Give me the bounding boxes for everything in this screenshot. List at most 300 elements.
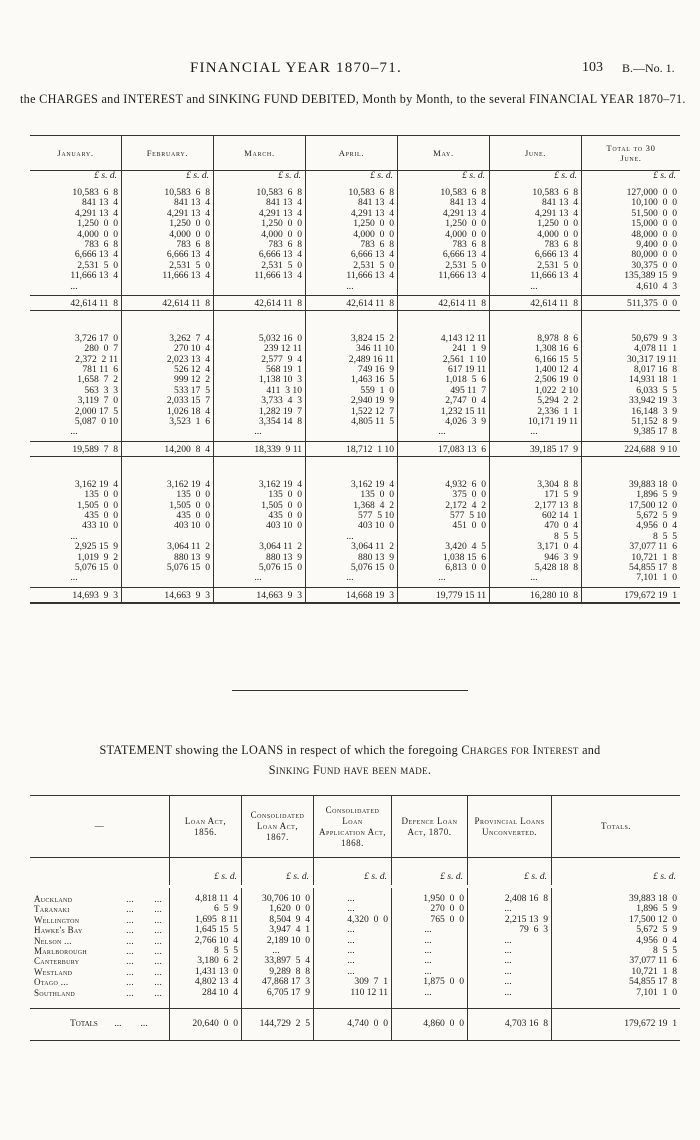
amount-cell: 11,666 13 4 bbox=[70, 270, 118, 282]
amount-cell: 3,162 19 4 bbox=[350, 478, 394, 490]
leader-dots: ... ... bbox=[126, 904, 162, 915]
units-label: £ s. d. bbox=[490, 171, 582, 185]
loan-amount-cell: 47,868 17 3 bbox=[262, 976, 310, 988]
loan-amount-cell: ... bbox=[504, 934, 512, 946]
leader-dots: ... ... bbox=[126, 914, 162, 925]
month-header: January. bbox=[30, 136, 122, 170]
amount-cell: 1,505 0 0 bbox=[261, 499, 302, 511]
loans-total-cell: 4,740 0 0 bbox=[314, 1009, 392, 1040]
intro-text: the CHARGES and INTEREST and SINKING FUND DEBITED, Month by Month, to the several FINANCIAL YEAR 1870–71. bbox=[20, 92, 686, 106]
loan-amount-column bbox=[314, 888, 392, 1008]
loan-amount-column bbox=[392, 888, 468, 1008]
amount-cell: 4,291 13 4 bbox=[258, 207, 302, 219]
amount-cell: 4,000 0 0 bbox=[77, 228, 118, 240]
gap-cell bbox=[30, 457, 122, 477]
amount-cell: 2,925 15 9 bbox=[74, 541, 118, 553]
amount-cell: 5,076 15 0 bbox=[166, 561, 210, 573]
amount-cell: 3,064 11 2 bbox=[351, 541, 394, 553]
province-row bbox=[34, 967, 166, 977]
block-total-cell: 14,668 19 3 bbox=[306, 588, 398, 602]
loan-amount-cell: 1,645 15 5 bbox=[194, 924, 238, 936]
month-header: Total to 30 June. bbox=[606, 143, 656, 163]
amount-cell: 33,942 19 3 bbox=[629, 395, 677, 407]
loan-amount-cell: ... bbox=[424, 986, 432, 998]
charges-block bbox=[30, 477, 680, 587]
amount-cell: 4,000 0 0 bbox=[261, 228, 302, 240]
amount-cell: 2,506 19 0 bbox=[534, 374, 578, 386]
amount-cell: 11,666 13 4 bbox=[346, 270, 394, 282]
province-row bbox=[34, 946, 166, 956]
amount-cell: 841 13 4 bbox=[174, 197, 210, 209]
amount-cell: ... bbox=[438, 572, 446, 584]
block-total-cell: 14,200 8 4 bbox=[122, 442, 214, 456]
loan-amount-cell: 8,504 9 4 bbox=[269, 913, 310, 925]
loan-amount-column bbox=[468, 888, 552, 1008]
loans-units-row bbox=[30, 858, 680, 888]
amount-cell: 51,152 8 9 bbox=[631, 416, 677, 428]
amount-cell: 1,019 9 2 bbox=[77, 551, 118, 563]
amount-cell: 10,583 6 8 bbox=[256, 187, 302, 198]
loan-amount-cell: ... bbox=[424, 944, 432, 956]
amount-column bbox=[30, 477, 122, 587]
monthly-charges-table bbox=[30, 135, 680, 604]
province-row bbox=[34, 894, 166, 904]
block-total-cell: 16,280 10 8 bbox=[490, 588, 582, 602]
document-reference: B.—No. 1. bbox=[622, 61, 675, 75]
loan-amount-cell: 2,408 16 8 bbox=[504, 893, 548, 904]
amount-cell: 1,463 16 5 bbox=[350, 374, 394, 386]
amount-cell: 999 12 2 bbox=[174, 374, 210, 386]
amount-cell: 4,000 0 0 bbox=[353, 228, 394, 240]
amount-column bbox=[582, 185, 680, 295]
statement-line2: Sinking Fund have been made. bbox=[268, 763, 432, 777]
amount-cell: 4,956 0 4 bbox=[636, 520, 677, 532]
amount-cell: ... bbox=[530, 426, 538, 438]
amount-cell: 10,583 6 8 bbox=[164, 187, 210, 198]
loan-amount-cell: 765 0 0 bbox=[430, 913, 464, 925]
month-header: April. bbox=[306, 136, 398, 170]
amount-cell: ... bbox=[530, 280, 538, 292]
amount-cell: 5,032 16 0 bbox=[258, 332, 302, 344]
loan-amount-column bbox=[242, 888, 314, 1008]
amount-cell: 4,143 12 11 bbox=[440, 332, 486, 344]
block-total-cell: 42,614 11 8 bbox=[306, 296, 398, 310]
loan-amount-cell: ... bbox=[504, 965, 512, 977]
block-total-cell: 42,614 11 8 bbox=[214, 296, 306, 310]
block-gap bbox=[30, 311, 680, 331]
gap-cell bbox=[122, 311, 214, 331]
amount-column bbox=[122, 331, 214, 441]
loan-amount-cell: ... bbox=[347, 924, 355, 936]
province-row bbox=[34, 915, 166, 925]
amount-column bbox=[122, 185, 214, 295]
loan-amount-cell: ... bbox=[347, 903, 355, 915]
amount-cell: 4,805 11 5 bbox=[351, 416, 394, 428]
amount-cell: 783 6 8 bbox=[176, 238, 210, 250]
amount-cell: 2,531 5 0 bbox=[445, 259, 486, 271]
loan-amount-cell: 309 7 1 bbox=[354, 976, 388, 988]
loan-amount-cell: ... bbox=[424, 934, 432, 946]
amount-cell: 80,000 0 0 bbox=[631, 249, 677, 261]
block-total-cell: 39,185 17 9 bbox=[490, 442, 582, 456]
month-header: February. bbox=[122, 136, 214, 170]
amount-cell: 880 13 9 bbox=[174, 551, 210, 563]
amount-cell: 4,291 13 4 bbox=[442, 207, 486, 219]
amount-cell: 2,531 5 0 bbox=[353, 259, 394, 271]
amount-cell: ... bbox=[254, 426, 262, 438]
amount-cell bbox=[122, 427, 210, 437]
loans-total-cell: 144,729 2 5 bbox=[242, 1009, 314, 1040]
statement-line1-c: and bbox=[578, 743, 601, 757]
amount-cell: 577 5 10 bbox=[450, 509, 486, 521]
amount-cell: 2,531 5 0 bbox=[537, 259, 578, 271]
amount-column bbox=[30, 331, 122, 441]
loans-total-cell: 179,672 19 1 bbox=[624, 1017, 677, 1029]
amount-cell: 435 0 0 bbox=[84, 509, 118, 521]
amount-cell: 3,162 19 4 bbox=[74, 478, 118, 490]
amount-cell: 2,177 13 8 bbox=[534, 499, 578, 511]
amount-cell: 3,304 8 8 bbox=[537, 478, 578, 490]
amount-cell: 135 0 0 bbox=[268, 489, 302, 501]
loan-amount-cell: 8 5 5 bbox=[653, 944, 677, 956]
amount-cell: 4,000 0 0 bbox=[169, 228, 210, 240]
amount-cell: 577 5 10 bbox=[358, 509, 394, 521]
amount-cell: 783 6 8 bbox=[84, 238, 118, 250]
amount-column bbox=[306, 331, 398, 441]
month-header-row bbox=[30, 136, 680, 171]
leader-dots: ... ... bbox=[126, 945, 162, 956]
amount-cell: 2,747 0 4 bbox=[445, 395, 486, 407]
amount-cell: 10,100 0 0 bbox=[631, 197, 677, 209]
block-total-cell: 14,663 9 3 bbox=[214, 588, 306, 602]
leader-dots: ... ... bbox=[126, 894, 162, 904]
amount-cell: 841 13 4 bbox=[358, 197, 394, 209]
amount-cell: 4,078 11 1 bbox=[634, 343, 677, 355]
amount-cell: 1,308 16 6 bbox=[534, 343, 578, 355]
amount-cell: 4,932 6 0 bbox=[445, 478, 486, 490]
amount-cell: 526 12 4 bbox=[174, 364, 210, 376]
amount-cell: 3,262 7 4 bbox=[169, 332, 210, 344]
province-row bbox=[34, 977, 166, 987]
loan-amount-cell: ... bbox=[272, 944, 280, 956]
block-total-cell: 179,672 19 1 bbox=[624, 589, 677, 601]
amount-cell: 280 0 7 bbox=[84, 343, 118, 355]
amount-cell: 403 10 0 bbox=[358, 520, 394, 532]
amount-cell: 1,250 0 0 bbox=[169, 218, 210, 230]
province-name: Westland bbox=[34, 966, 73, 977]
loan-amount-cell: 1,695 8 11 bbox=[195, 913, 238, 925]
block-total-cell: 42,614 11 8 bbox=[122, 296, 214, 310]
amount-cell bbox=[214, 282, 302, 292]
amount-cell: 54,855 17 8 bbox=[629, 561, 677, 573]
gap-cell bbox=[122, 457, 214, 477]
loan-amount-cell: 1,896 5 9 bbox=[636, 903, 677, 915]
amount-column bbox=[582, 477, 680, 587]
amount-cell: 470 0 4 bbox=[544, 520, 578, 532]
amount-cell: 3,119 7 0 bbox=[77, 395, 118, 407]
amount-cell: 946 3 9 bbox=[544, 551, 578, 563]
units-label: £ s. d. bbox=[30, 171, 122, 185]
amount-cell: ... bbox=[346, 530, 354, 542]
loans-units-label: £ s. d. bbox=[242, 855, 314, 885]
block-total-cell: 19,779 15 11 bbox=[398, 588, 490, 602]
amount-column bbox=[214, 477, 306, 587]
block-total-cell: 17,083 13 6 bbox=[398, 442, 490, 456]
loan-amount-cell: ... bbox=[504, 903, 512, 915]
amount-cell: 135 0 0 bbox=[176, 489, 210, 501]
amount-column bbox=[398, 331, 490, 441]
totals-label: Totals ... ... bbox=[30, 1009, 170, 1040]
loan-amount-cell: 270 0 0 bbox=[430, 903, 464, 915]
block-total-cell: 19,589 7 8 bbox=[30, 442, 122, 456]
block-total-cell: 42,614 11 8 bbox=[30, 296, 122, 310]
loan-amount-cell: 3,180 6 2 bbox=[197, 955, 238, 967]
amount-cell: 11,666 13 4 bbox=[438, 270, 486, 282]
province-row bbox=[34, 988, 166, 998]
amount-cell bbox=[122, 573, 210, 583]
gap-cell bbox=[582, 311, 680, 331]
amount-cell: 451 0 0 bbox=[452, 520, 486, 532]
amount-cell: 8 5 5 bbox=[554, 530, 578, 542]
province-name: Canterbury bbox=[34, 956, 80, 967]
amount-cell: 6,666 13 4 bbox=[258, 249, 302, 261]
gap-cell bbox=[30, 311, 122, 331]
amount-cell: 10,583 6 8 bbox=[532, 187, 578, 198]
amount-column bbox=[582, 331, 680, 441]
amount-cell: 2,489 16 11 bbox=[348, 353, 394, 365]
amount-cell: 10,171 19 11 bbox=[527, 416, 578, 428]
amount-cell: ... bbox=[438, 426, 446, 438]
amount-cell: ... bbox=[70, 426, 78, 438]
amount-cell: 841 13 4 bbox=[542, 197, 578, 209]
amount-cell: 3,064 11 2 bbox=[259, 541, 302, 553]
units-label: £ s. d. bbox=[398, 171, 490, 185]
loan-amount-cell: ... bbox=[347, 944, 355, 956]
amount-cell: 1,522 12 7 bbox=[350, 405, 394, 417]
page-header bbox=[0, 60, 700, 80]
amount-column bbox=[490, 185, 582, 295]
section-divider bbox=[232, 690, 468, 691]
block-total-cell: 18,339 9 11 bbox=[214, 442, 306, 456]
gap-cell bbox=[214, 311, 306, 331]
amount-cell: 403 10 0 bbox=[266, 520, 302, 532]
leader-dots: ... ... bbox=[126, 925, 162, 936]
amount-cell: 3,420 4 5 bbox=[445, 541, 486, 553]
amount-cell: 346 11 10 bbox=[355, 343, 394, 355]
amount-cell: 10,721 1 8 bbox=[631, 551, 677, 563]
amount-column bbox=[398, 477, 490, 587]
province-name: Wellington bbox=[34, 914, 80, 925]
block-total-cell: 42,614 11 8 bbox=[398, 296, 490, 310]
amount-cell: 50,679 9 3 bbox=[631, 332, 677, 344]
amount-cell: 435 0 0 bbox=[176, 509, 210, 521]
charges-block bbox=[30, 185, 680, 295]
province-row bbox=[34, 936, 166, 946]
amount-cell: ... bbox=[70, 572, 78, 584]
amount-cell: 15,000 0 0 bbox=[631, 218, 677, 230]
province-name: Otago ... bbox=[34, 977, 69, 988]
loan-amount-cell: 54,855 17 8 bbox=[629, 976, 677, 988]
block-total-row bbox=[30, 295, 680, 311]
month-header: May. bbox=[398, 136, 490, 170]
amount-cell: 1,658 7 2 bbox=[77, 374, 118, 386]
amount-cell: 2,372 2 11 bbox=[75, 353, 118, 365]
amount-column bbox=[30, 185, 122, 295]
amount-cell: 3,726 17 0 bbox=[74, 332, 118, 344]
amount-cell: 127,000 0 0 bbox=[626, 187, 677, 198]
loan-amount-cell: 4,320 0 0 bbox=[347, 913, 388, 925]
amount-cell: 10,583 6 8 bbox=[72, 187, 118, 198]
block-total-row bbox=[30, 587, 680, 603]
amount-cell: 403 10 0 bbox=[174, 520, 210, 532]
amount-cell: 4,000 0 0 bbox=[537, 228, 578, 240]
amount-cell: 2,531 5 0 bbox=[261, 259, 302, 271]
loan-amount-cell: 4,802 13 4 bbox=[194, 976, 238, 988]
amount-cell: 48,000 0 0 bbox=[631, 228, 677, 240]
loans-units-label: £ s. d. bbox=[170, 855, 242, 885]
loans-body bbox=[30, 888, 680, 1008]
amount-cell: 1,026 18 4 bbox=[166, 405, 210, 417]
amount-cell: 2,531 5 0 bbox=[77, 259, 118, 271]
loan-amount-cell: 39,883 18 0 bbox=[629, 893, 677, 904]
amount-cell: 1,250 0 0 bbox=[261, 218, 302, 230]
loans-units-label: £ s. d. bbox=[314, 855, 392, 885]
amount-cell: 6,666 13 4 bbox=[166, 249, 210, 261]
loan-amount-cell: ... bbox=[504, 986, 512, 998]
loans-column-header: Totals. bbox=[600, 821, 632, 831]
amount-cell: 2,000 17 5 bbox=[74, 405, 118, 417]
amount-cell: 617 19 11 bbox=[447, 364, 486, 376]
loan-amount-cell: ... bbox=[504, 976, 512, 988]
amount-cell: 2,172 4 2 bbox=[445, 499, 486, 511]
loans-units-label: £ s. d. bbox=[653, 872, 676, 882]
loans-total-cell: 4,860 0 0 bbox=[392, 1009, 468, 1040]
loan-amount-cell: 10,721 1 8 bbox=[631, 965, 677, 977]
gap-cell bbox=[490, 457, 582, 477]
amount-cell: 9,400 0 0 bbox=[636, 238, 677, 250]
amount-cell: 1,505 0 0 bbox=[169, 499, 210, 511]
loan-amount-cell: 3,947 4 1 bbox=[269, 924, 310, 936]
loan-amount-cell: 8 5 5 bbox=[214, 944, 238, 956]
amount-cell: 14,931 18 1 bbox=[629, 374, 677, 386]
amount-cell: 6,666 13 4 bbox=[534, 249, 578, 261]
loans-column-header: — bbox=[30, 796, 170, 857]
amount-cell: 3,824 15 2 bbox=[350, 332, 394, 344]
amount-cell: 1,250 0 0 bbox=[537, 218, 578, 230]
amount-cell: 841 13 4 bbox=[82, 197, 118, 209]
loans-units-label: £ s. d. bbox=[468, 855, 552, 885]
amount-cell: ... bbox=[346, 572, 354, 584]
amount-cell: 1,368 4 2 bbox=[353, 499, 394, 511]
amount-cell: 8,017 16 8 bbox=[633, 364, 677, 376]
gap-cell bbox=[398, 457, 490, 477]
gap-cell bbox=[214, 457, 306, 477]
amount-cell: 30,375 0 0 bbox=[631, 259, 677, 271]
amount-cell: 781 11 6 bbox=[82, 364, 118, 376]
amount-cell: 5,076 15 0 bbox=[258, 561, 302, 573]
province-name: Hawke's Bay bbox=[34, 925, 83, 936]
amount-column bbox=[490, 477, 582, 587]
amount-cell: ... bbox=[346, 280, 354, 292]
month-header: March. bbox=[214, 136, 306, 170]
amount-cell: 1,038 15 6 bbox=[442, 551, 486, 563]
loan-amount-cell: 7,101 1 0 bbox=[636, 986, 677, 998]
amount-cell: 749 16 9 bbox=[358, 364, 394, 376]
amount-cell: ... bbox=[254, 572, 262, 584]
amount-cell: 1,250 0 0 bbox=[353, 218, 394, 230]
loan-amount-cell: 1,875 0 0 bbox=[423, 976, 464, 988]
block-total-cell: 18,712 1 10 bbox=[306, 442, 398, 456]
units-label: £ s. d. bbox=[306, 171, 398, 185]
province-row bbox=[34, 904, 166, 914]
loan-amount-cell: 1,950 0 0 bbox=[423, 893, 464, 904]
amount-cell: 2,023 13 4 bbox=[166, 353, 210, 365]
amount-cell: 6,666 13 4 bbox=[442, 249, 486, 261]
amount-cell: 559 1 0 bbox=[360, 384, 394, 396]
amount-cell: 1,282 19 7 bbox=[258, 405, 302, 417]
loan-amount-cell: ... bbox=[424, 965, 432, 977]
units-label: £ s. d. bbox=[653, 171, 676, 181]
loan-amount-cell: 37,077 11 6 bbox=[629, 955, 677, 967]
charges-block bbox=[30, 331, 680, 441]
loan-amount-cell: ... bbox=[347, 955, 355, 967]
amount-cell: 8,978 8 6 bbox=[537, 332, 578, 344]
amount-cell: 4,000 0 0 bbox=[445, 228, 486, 240]
amount-cell: 1,505 0 0 bbox=[77, 499, 118, 511]
amount-cell: 1,022 2 10 bbox=[534, 384, 578, 396]
amount-cell: 495 11 7 bbox=[450, 384, 486, 396]
amount-cell: 6,033 5 5 bbox=[636, 384, 677, 396]
amount-cell: 11,666 13 4 bbox=[254, 270, 302, 282]
amount-cell: 1,250 0 0 bbox=[445, 218, 486, 230]
amount-cell: 2,940 19 9 bbox=[350, 395, 394, 407]
amount-cell: 7,101 1 0 bbox=[636, 572, 677, 584]
amount-cell: 51,500 0 0 bbox=[631, 207, 677, 219]
loan-amount-cell: 79 6 3 bbox=[519, 924, 548, 936]
loan-amount-cell: ... bbox=[347, 934, 355, 946]
amount-cell: 5,294 2 2 bbox=[537, 395, 578, 407]
loan-amount-cell: ... bbox=[504, 944, 512, 956]
loan-amount-cell: ... bbox=[504, 955, 512, 967]
statement-line1-b: Charges for Interest bbox=[461, 743, 579, 757]
amount-cell: 6,813 0 0 bbox=[445, 561, 486, 573]
loans-header-row bbox=[30, 796, 680, 858]
loans-column-header: Provincial Loans Unconverted. bbox=[468, 796, 552, 857]
amount-cell: 2,531 5 0 bbox=[169, 259, 210, 271]
amount-cell: 411 3 10 bbox=[266, 384, 302, 396]
loan-amount-cell: ... bbox=[424, 955, 432, 967]
amount-cell: 783 6 8 bbox=[452, 238, 486, 250]
amount-cell: 3,523 1 6 bbox=[169, 416, 210, 428]
amount-cell: 841 13 4 bbox=[266, 197, 302, 209]
loan-amount-cell: ... bbox=[347, 893, 355, 904]
amount-cell: 4,610 4 3 bbox=[636, 280, 677, 292]
amount-column bbox=[306, 185, 398, 295]
loan-amount-cell: 110 12 11 bbox=[350, 986, 388, 998]
gap-cell bbox=[490, 311, 582, 331]
units-row bbox=[30, 171, 680, 185]
amount-cell: 435 0 0 bbox=[268, 509, 302, 521]
amount-cell: 4,291 13 4 bbox=[534, 207, 578, 219]
loan-amount-cell: 33,897 5 4 bbox=[264, 955, 310, 967]
block-total-cell: 14,663 9 3 bbox=[122, 588, 214, 602]
loans-total-cell: 20,640 0 0 bbox=[170, 1009, 242, 1040]
amount-cell: ... bbox=[530, 572, 538, 584]
amount-cell: 17,500 12 0 bbox=[629, 499, 677, 511]
loans-column-header: Loan Act, 1856. bbox=[170, 796, 242, 857]
leader-dots: ... ... bbox=[126, 966, 162, 977]
amount-cell: 375 0 0 bbox=[452, 489, 486, 501]
